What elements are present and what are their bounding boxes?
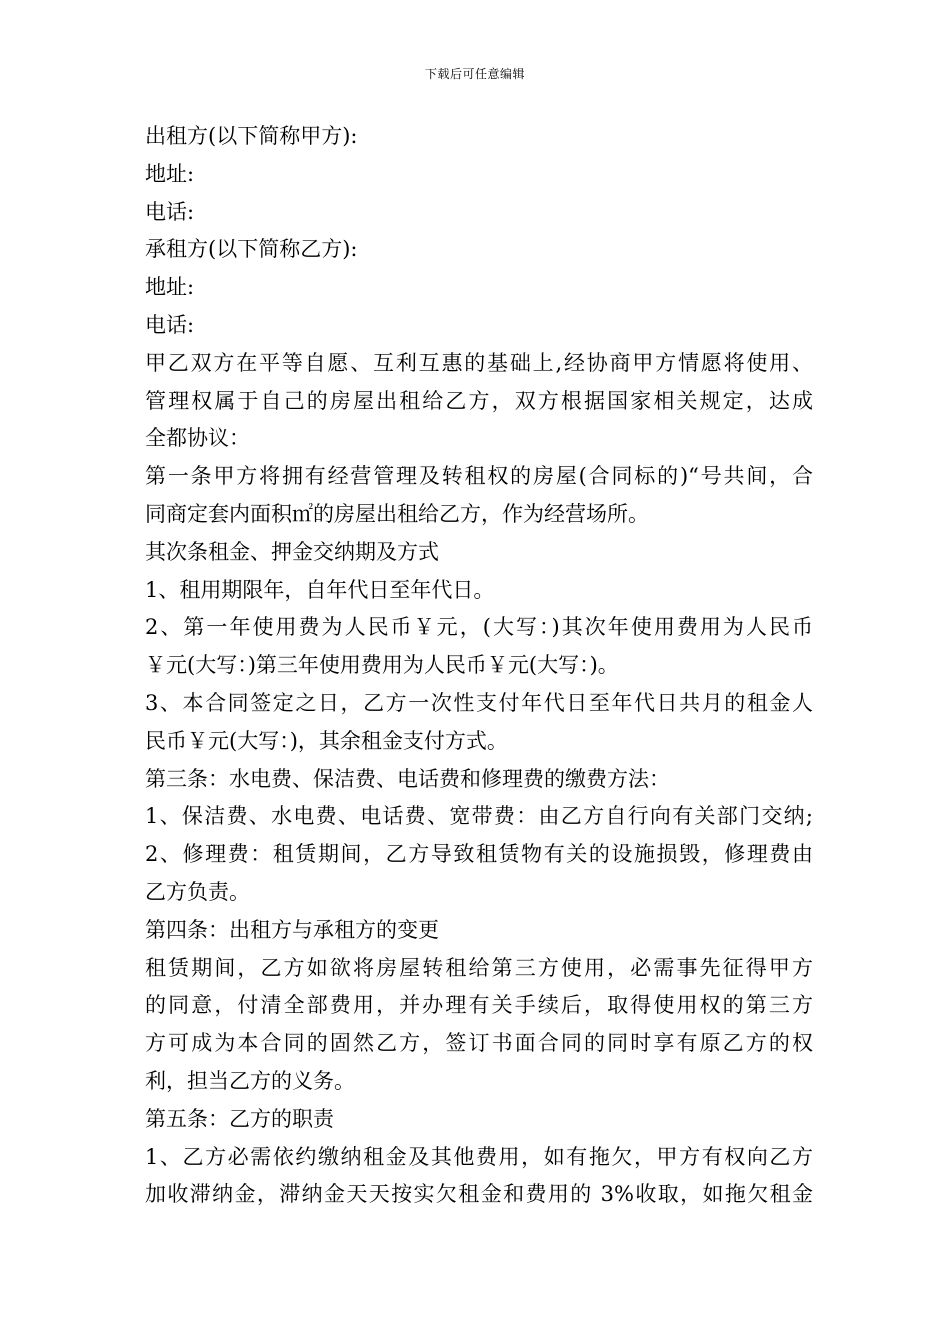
- preamble-line: 全都协议：: [145, 426, 250, 451]
- lessee-line: 承租方(以下简称乙方):: [145, 237, 358, 262]
- article-5-heading: 第五条：乙方的职责: [145, 1106, 334, 1131]
- article-5-clause-line: 1、乙方必需依约缴纳租金及其他费用，如有拖欠，甲方有权向乙方: [145, 1144, 813, 1169]
- article-5-clause-line: 加收滞纳金，滞纳金天天按实欠租金和费用的 3%收取，如拖欠租金: [145, 1182, 813, 1207]
- article-4-text-line: 利，担当乙方的义务。: [145, 1068, 355, 1093]
- article-2-clause-line: ￥元(大写：)第三年使用费用为人民币￥元(大写：)。: [145, 653, 619, 678]
- article-3-clause-line: 乙方负责。: [145, 879, 250, 904]
- article-3-clause-line: 2、修理费：租赁期间，乙方导致租赁物有关的设施损毁，修理费由: [145, 842, 813, 867]
- article-2-clause-line: 2、第一年使用费为人民币￥元，(大写：)其次年使用费用为人民币: [145, 615, 813, 640]
- lessor-line: 出租方(以下简称甲方):: [145, 124, 358, 148]
- article-2-clause-line: 民币￥元(大写：)，其余租金支付方式。: [145, 728, 508, 753]
- lessor-address-line: 地址:: [145, 161, 195, 186]
- article-4-heading: 第四条：出租方与承租方的变更: [145, 917, 439, 942]
- article-2-clause-line: 3、本合同签定之日，乙方一次性支付年代日至年代日共月的租金人: [145, 690, 813, 715]
- article-4-text-line: 方可成为本合同的固然乙方，签订书面合同的同时享有原乙方的权: [145, 1031, 813, 1056]
- lessee-phone-line: 电话:: [145, 312, 195, 337]
- article-3-clause-line: 1、保洁费、水电费、电话费、宽带费：由乙方自行向有关部门交纳;: [145, 804, 813, 829]
- article-1-line: 第一条甲方将拥有经营管理及转租权的房屋(合同标的)“号共间，合: [145, 464, 813, 489]
- contract-body: [145, 118, 813, 1214]
- preamble-line: 管理权属于自己的房屋出租给乙方，双方根据国家相关规定，达成: [145, 388, 813, 413]
- article-2-heading: 其次条租金、押金交纳期及方式: [145, 539, 439, 564]
- article-1-line: 同商定套内面积㎡的房屋出租给乙方，作为经营场所。: [145, 501, 649, 526]
- article-2-clause-line: 1、租用期限年，自年代日至年代日。: [145, 577, 495, 602]
- lessee-address-line: 地址:: [145, 275, 195, 300]
- article-4-text-line: 租赁期间，乙方如欲将房屋转租给第三方使用，必需事先征得甲方: [145, 955, 813, 980]
- lessor-phone-line: 电话:: [145, 199, 195, 224]
- article-4-text-line: 的同意，付清全部费用，并办理有关手续后，取得使用权的第三方: [145, 993, 813, 1018]
- preamble-line: 甲乙双方在平等自愿、互利互惠的基础上,经协商甲方情愿将使用、: [145, 350, 813, 375]
- article-3-heading: 第三条：水电费、保洁费、电话费和修理费的缴费方法：: [145, 766, 670, 791]
- page-header: 下载后可任意编辑: [424, 67, 525, 81]
